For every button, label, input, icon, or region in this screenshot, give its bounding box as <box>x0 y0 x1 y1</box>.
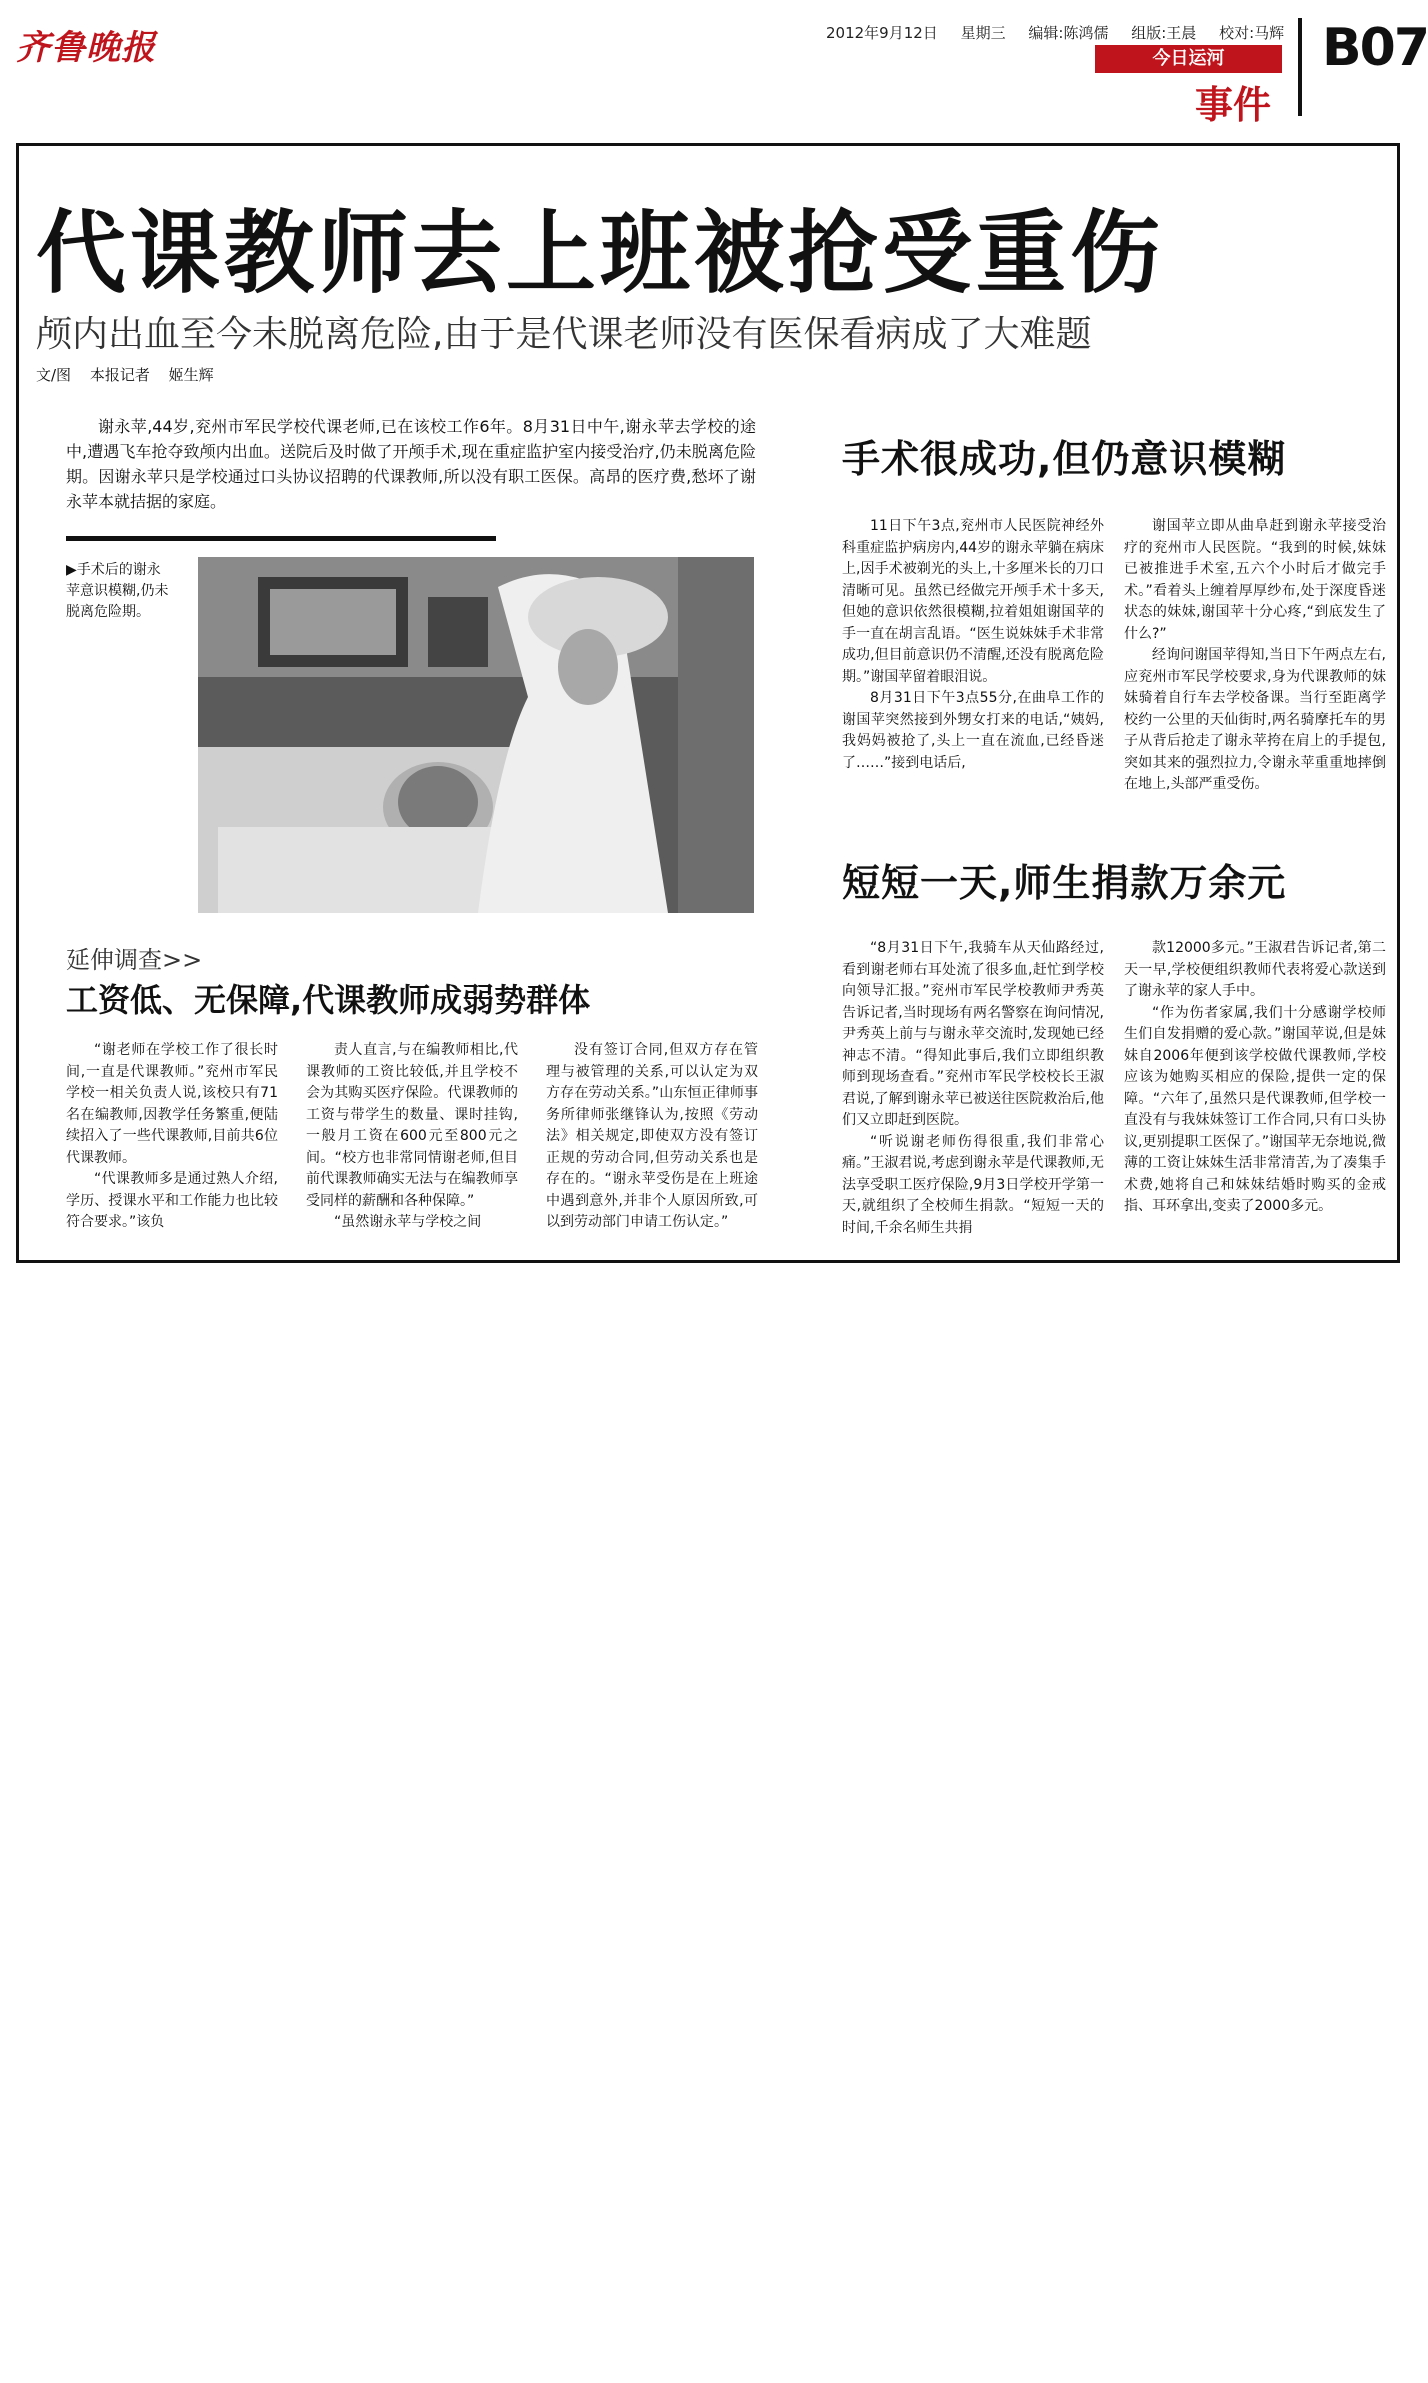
paragraph: “代课教师多是通过熟人介绍,学历、授课水平和工作能力也比较符合要求。”该负 <box>66 1171 278 1230</box>
section-donation-col2 <box>1124 938 1386 1218</box>
layout-credit: 组版:王晨 <box>1131 24 1197 42</box>
photo-caption: ▶手术后的谢永苹意识模糊,仍未脱离危险期。 <box>66 562 169 620</box>
proof-credit: 校对:马辉 <box>1219 24 1285 42</box>
subheadline: 颅内出血至今未脱离危险,由于是代课老师没有医保看病成了大难题 <box>36 314 1092 355</box>
probe-kicker: 延伸调查>> <box>66 946 203 974</box>
paragraph: 责人直言,与在编教师相比,代课教师的工资比较低,并且学校不会为其购买医疗保险。代课教师的工资与带学生的数量、课时挂钩,一般月工资在600元至800元之间。“校方也非常同情谢老师,但目前代课教师确实无法与在编教师享受同样的薪酬和各种保障。” <box>306 1042 518 1209</box>
probe-title: 工资低、无保障,代课教师成弱势群体 <box>66 981 591 1019</box>
paragraph: 谢国苹立即从曲阜赶到谢永苹接受治疗的兖州市人民医院。“我到的时候,妹妹已被推进手术室,五六个小时后才做完手术。”看着头上缠着厚厚纱布,处于深度昏迷状态的妹妹,谢国苹十分心疼,“到底发生了什么?” <box>1124 518 1386 642</box>
headline: 代课教师去上班被抢受重伤 <box>36 201 1164 306</box>
lead-paragraph: 谢永苹,44岁,兖州市军民学校代课老师,已在该校工作6年。8月31日中午,谢永苹去学校的途中,遭遇飞车抢夺致颅内出血。送院后及时做了开颅手术,现在重症监护室内接受治疗,仍未脱离危险期。因谢永苹只是学校通过口头协议招聘的代课教师,所以没有职工医保。高昂的医疗费,愁坏了谢永苹本就拮据的家庭。 <box>66 417 756 511</box>
issue-meta <box>826 22 1302 43</box>
newspaper-masthead: 齐鲁晚报 <box>16 28 156 68</box>
paragraph: 经询问谢国苹得知,当日下午两点左右,应兖州市军民学校要求,身为代课教师的妹妹骑着自行车去学校备课。当行至距离学校约一公里的天仙街时,两名骑摩托车的男子从背后抢走了谢永苹挎在肩上的手提包,突如其来的强烈拉力,令谢永苹重重地摔倒在地上,头部严重受伤。 <box>1124 647 1386 792</box>
probe-col2 <box>306 1040 518 1234</box>
issue-weekday: 星期三 <box>960 24 1006 42</box>
probe-col3 <box>546 1040 758 1234</box>
issue-date: 2012年9月12日 <box>826 24 938 42</box>
lead-divider <box>66 536 496 541</box>
paragraph: 11日下午3点,兖州市人民医院神经外科重症监护病房内,44岁的谢永苹躺在病床上,因手术被剃光的头上,十多厘米长的刀口清晰可见。虽然已经做完开颅手术十多天,但她的意识依然很模糊,拉着姐姐谢国苹的手一直在胡言乱语。“医生说妹妹手术非常成功,但目前意识仍不清醒,还没有脱离危险期。”谢国苹留着眼泪说。 <box>842 518 1104 685</box>
section-donation-col1 <box>842 938 1104 1239</box>
section-surgery-title: 手术很成功,但仍意识模糊 <box>842 437 1287 481</box>
section-surgery-col1 <box>842 516 1104 774</box>
paragraph: “听说谢老师伤得很重,我们非常心痛。”王淑君说,考虑到谢永苹是代课教师,无法享受职工医疗保险,9月3日学校开学第一天,就组织了全校师生捐款。“短短一天的时间,千余名师生共捐 <box>842 1133 1104 1236</box>
byline-reporter: 本报记者 <box>89 366 150 384</box>
paragraph: “作为伤者家属,我们十分感谢学校师生们自发捐赠的爱心款。”谢国苹说,但是妹妹自2006年便到该学校做代课教师,学校应该为她购买相应的保险,提供一定的保障。“六年了,虽然只是代课教师,但学校一直没有与我妹妹签订工作合同,只有口头协议,更别提职工医保了。”谢国苹无奈地说,微薄的工资让妹妹生活非常清苦,为了凑集手术费,她将自己和妹妹结婚时购买的金戒指、耳环拿出,变卖了2000多元。 <box>1124 1004 1386 1214</box>
hospital-photo <box>198 557 754 913</box>
section-tag: 今日运河 <box>1095 45 1282 73</box>
section-surgery-col2 <box>1124 516 1386 796</box>
section-donation-title: 短短一天,师生捐款万余元 <box>842 861 1287 905</box>
paragraph: 没有签订合同,但双方存在管理与被管理的关系,可以认定为双方存在劳动关系。”山东恒正律师事务所律师张继锋认为,按照《劳动法》相关规定,即使双方没有签订正规的劳动合同,但劳动关系也是存在的。“谢永苹受伤是在上班途中遇到意外,并非个人原因所致,可以到劳动部门申请工伤认定。” <box>546 1042 758 1230</box>
section-name: 事件 <box>1195 83 1272 127</box>
probe-col1 <box>66 1040 278 1234</box>
byline <box>36 364 228 385</box>
byline-name: 姬生辉 <box>168 366 214 384</box>
byline-prefix: 文/图 <box>36 366 72 384</box>
paragraph: “8月31日下午,我骑车从天仙路经过,看到谢老师右耳处流了很多血,赶忙到学校向领导汇报。”兖州市军民学校教师尹秀英告诉记者,当时现场有两名警察在询问情况,尹秀英上前与与谢永苹交流时,发现她已经神志不清。“得知此事后,我们立即组织教师到现场查看。”兖州市军民学校校长王淑君说,了解到谢永苹已被送往医院救治后,他们又立即赶到医院。 <box>842 940 1104 1128</box>
page-number: B07 <box>1322 18 1428 78</box>
hospital-photo-illustration <box>198 557 754 913</box>
editor-credit: 编辑:陈鸿儒 <box>1028 24 1109 42</box>
paragraph: “虽然谢永苹与学校之间 <box>334 1214 482 1230</box>
paragraph: “谢老师在学校工作了很长时间,一直是代课教师。”兖州市军民学校一相关负责人说,该校只有71名在编教师,因教学任务繁重,便陆续招入了一些代课教师,目前共6位代课教师。 <box>66 1042 278 1166</box>
page-number-divider <box>1298 18 1302 116</box>
paragraph: 8月31日下午3点55分,在曲阜工作的谢国苹突然接到外甥女打来的电话,“姨妈,我妈妈被抢了,头上一直在流血,已经昏迷了……”接到电话后, <box>842 690 1104 771</box>
paragraph: 款12000多元。”王淑君告诉记者,第二天一早,学校便组织教师代表将爱心款送到了谢永苹的家人手中。 <box>1124 940 1386 999</box>
